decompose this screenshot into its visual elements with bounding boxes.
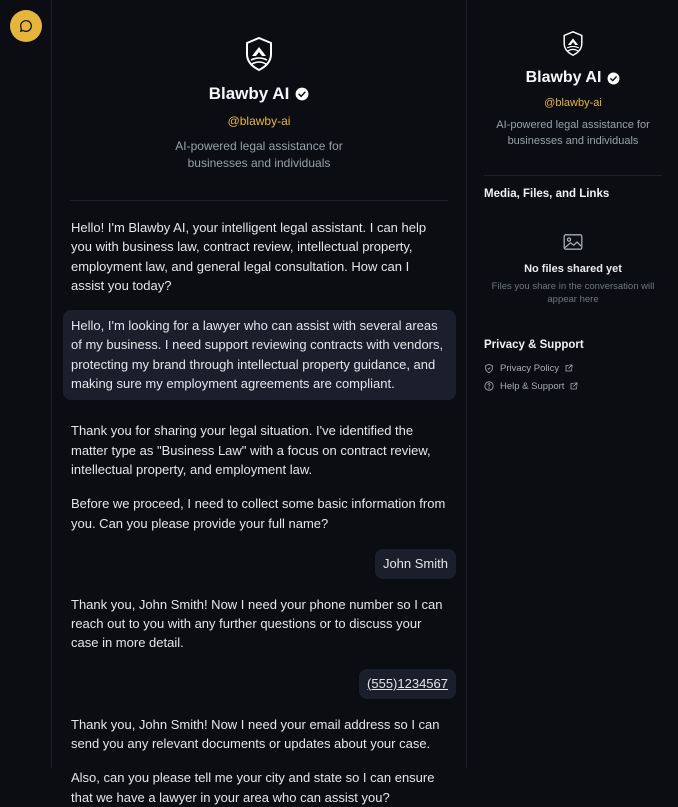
sidebar-profile-handle: @blawby-ai bbox=[544, 97, 602, 109]
verified-badge-icon bbox=[295, 87, 309, 101]
support-section-title: Privacy & Support bbox=[484, 339, 584, 351]
empty-state-subtitle: Files you share in the conversation will appear here bbox=[491, 281, 655, 305]
info-sidebar bbox=[468, 0, 678, 768]
sidebar-profile bbox=[468, 0, 678, 149]
chat-toggle-button[interactable] bbox=[10, 10, 42, 42]
user-message-phone-link[interactable]: (555)1234567 bbox=[359, 669, 456, 699]
assistant-message: Thank you, John Smith! Now I need your email address so I can send you any relevant documents or updates about your case. bbox=[71, 716, 440, 752]
assistant-message: Hello! I'm Blawby AI, your intelligent legal assistant. I can help you with business law, contract review, intellectual property, employment law, and general legal consultation. How can I assist you today? bbox=[71, 220, 427, 293]
files-empty-state bbox=[468, 234, 678, 306]
assistant-message: Also, can you please tell me your city and state so I can ensure that we have a lawyer in your area who can assist you? bbox=[71, 770, 435, 805]
privacy-policy-link[interactable] bbox=[468, 359, 678, 377]
sidebar-profile-name: Blawby AI bbox=[525, 69, 602, 86]
empty-state-title: No files shared yet bbox=[524, 263, 622, 275]
media-section-title: Media, Files, and Links bbox=[484, 188, 610, 200]
verified-badge-icon bbox=[607, 72, 620, 85]
blawby-logo-icon bbox=[244, 36, 274, 72]
help-support-link[interactable] bbox=[468, 377, 678, 395]
left-rail bbox=[0, 0, 52, 768]
profile-name: Blawby AI bbox=[208, 84, 290, 103]
message-list bbox=[52, 218, 466, 807]
chat-panel bbox=[52, 0, 467, 805]
blawby-logo-icon bbox=[562, 30, 584, 57]
profile-handle: @blawby-ai bbox=[227, 114, 291, 128]
external-link-icon bbox=[565, 364, 573, 372]
help-circle-icon bbox=[484, 381, 494, 391]
chat-bubble-icon bbox=[18, 18, 34, 34]
chat-header-profile bbox=[52, 0, 466, 172]
sidebar-profile-tagline: AI-powered legal assistance for businesses and individuals bbox=[496, 119, 650, 147]
shield-icon bbox=[484, 363, 494, 374]
profile-tagline: AI-powered legal assistance for businesses and individuals bbox=[175, 139, 343, 170]
external-link-icon bbox=[570, 382, 578, 390]
assistant-message: Thank you for sharing your legal situation. I've identified the matter type as "Business Law" with a focus on contract review, intellectual property, and employment law. bbox=[71, 423, 431, 477]
user-message: John Smith bbox=[375, 549, 456, 579]
header-divider bbox=[70, 200, 448, 201]
privacy-policy-label: Privacy Policy bbox=[500, 362, 560, 374]
sidebar-divider bbox=[484, 175, 662, 176]
user-message: Hello, I'm looking for a lawyer who can assist with several areas of my business. I need support reviewing contracts with vendors, protecting my brand through intellectual property guidance, and making sure my employment agreements are compliant. bbox=[63, 310, 456, 400]
assistant-message: Thank you, John Smith! Now I need your phone number so I can reach out to you with any further questions or to discuss your case in more detail. bbox=[71, 596, 443, 651]
help-support-label: Help & Support bbox=[500, 380, 565, 392]
image-placeholder-icon bbox=[563, 234, 583, 250]
assistant-message: Before we proceed, I need to collect some basic information from you. Can you please provide your full name? bbox=[71, 496, 446, 531]
